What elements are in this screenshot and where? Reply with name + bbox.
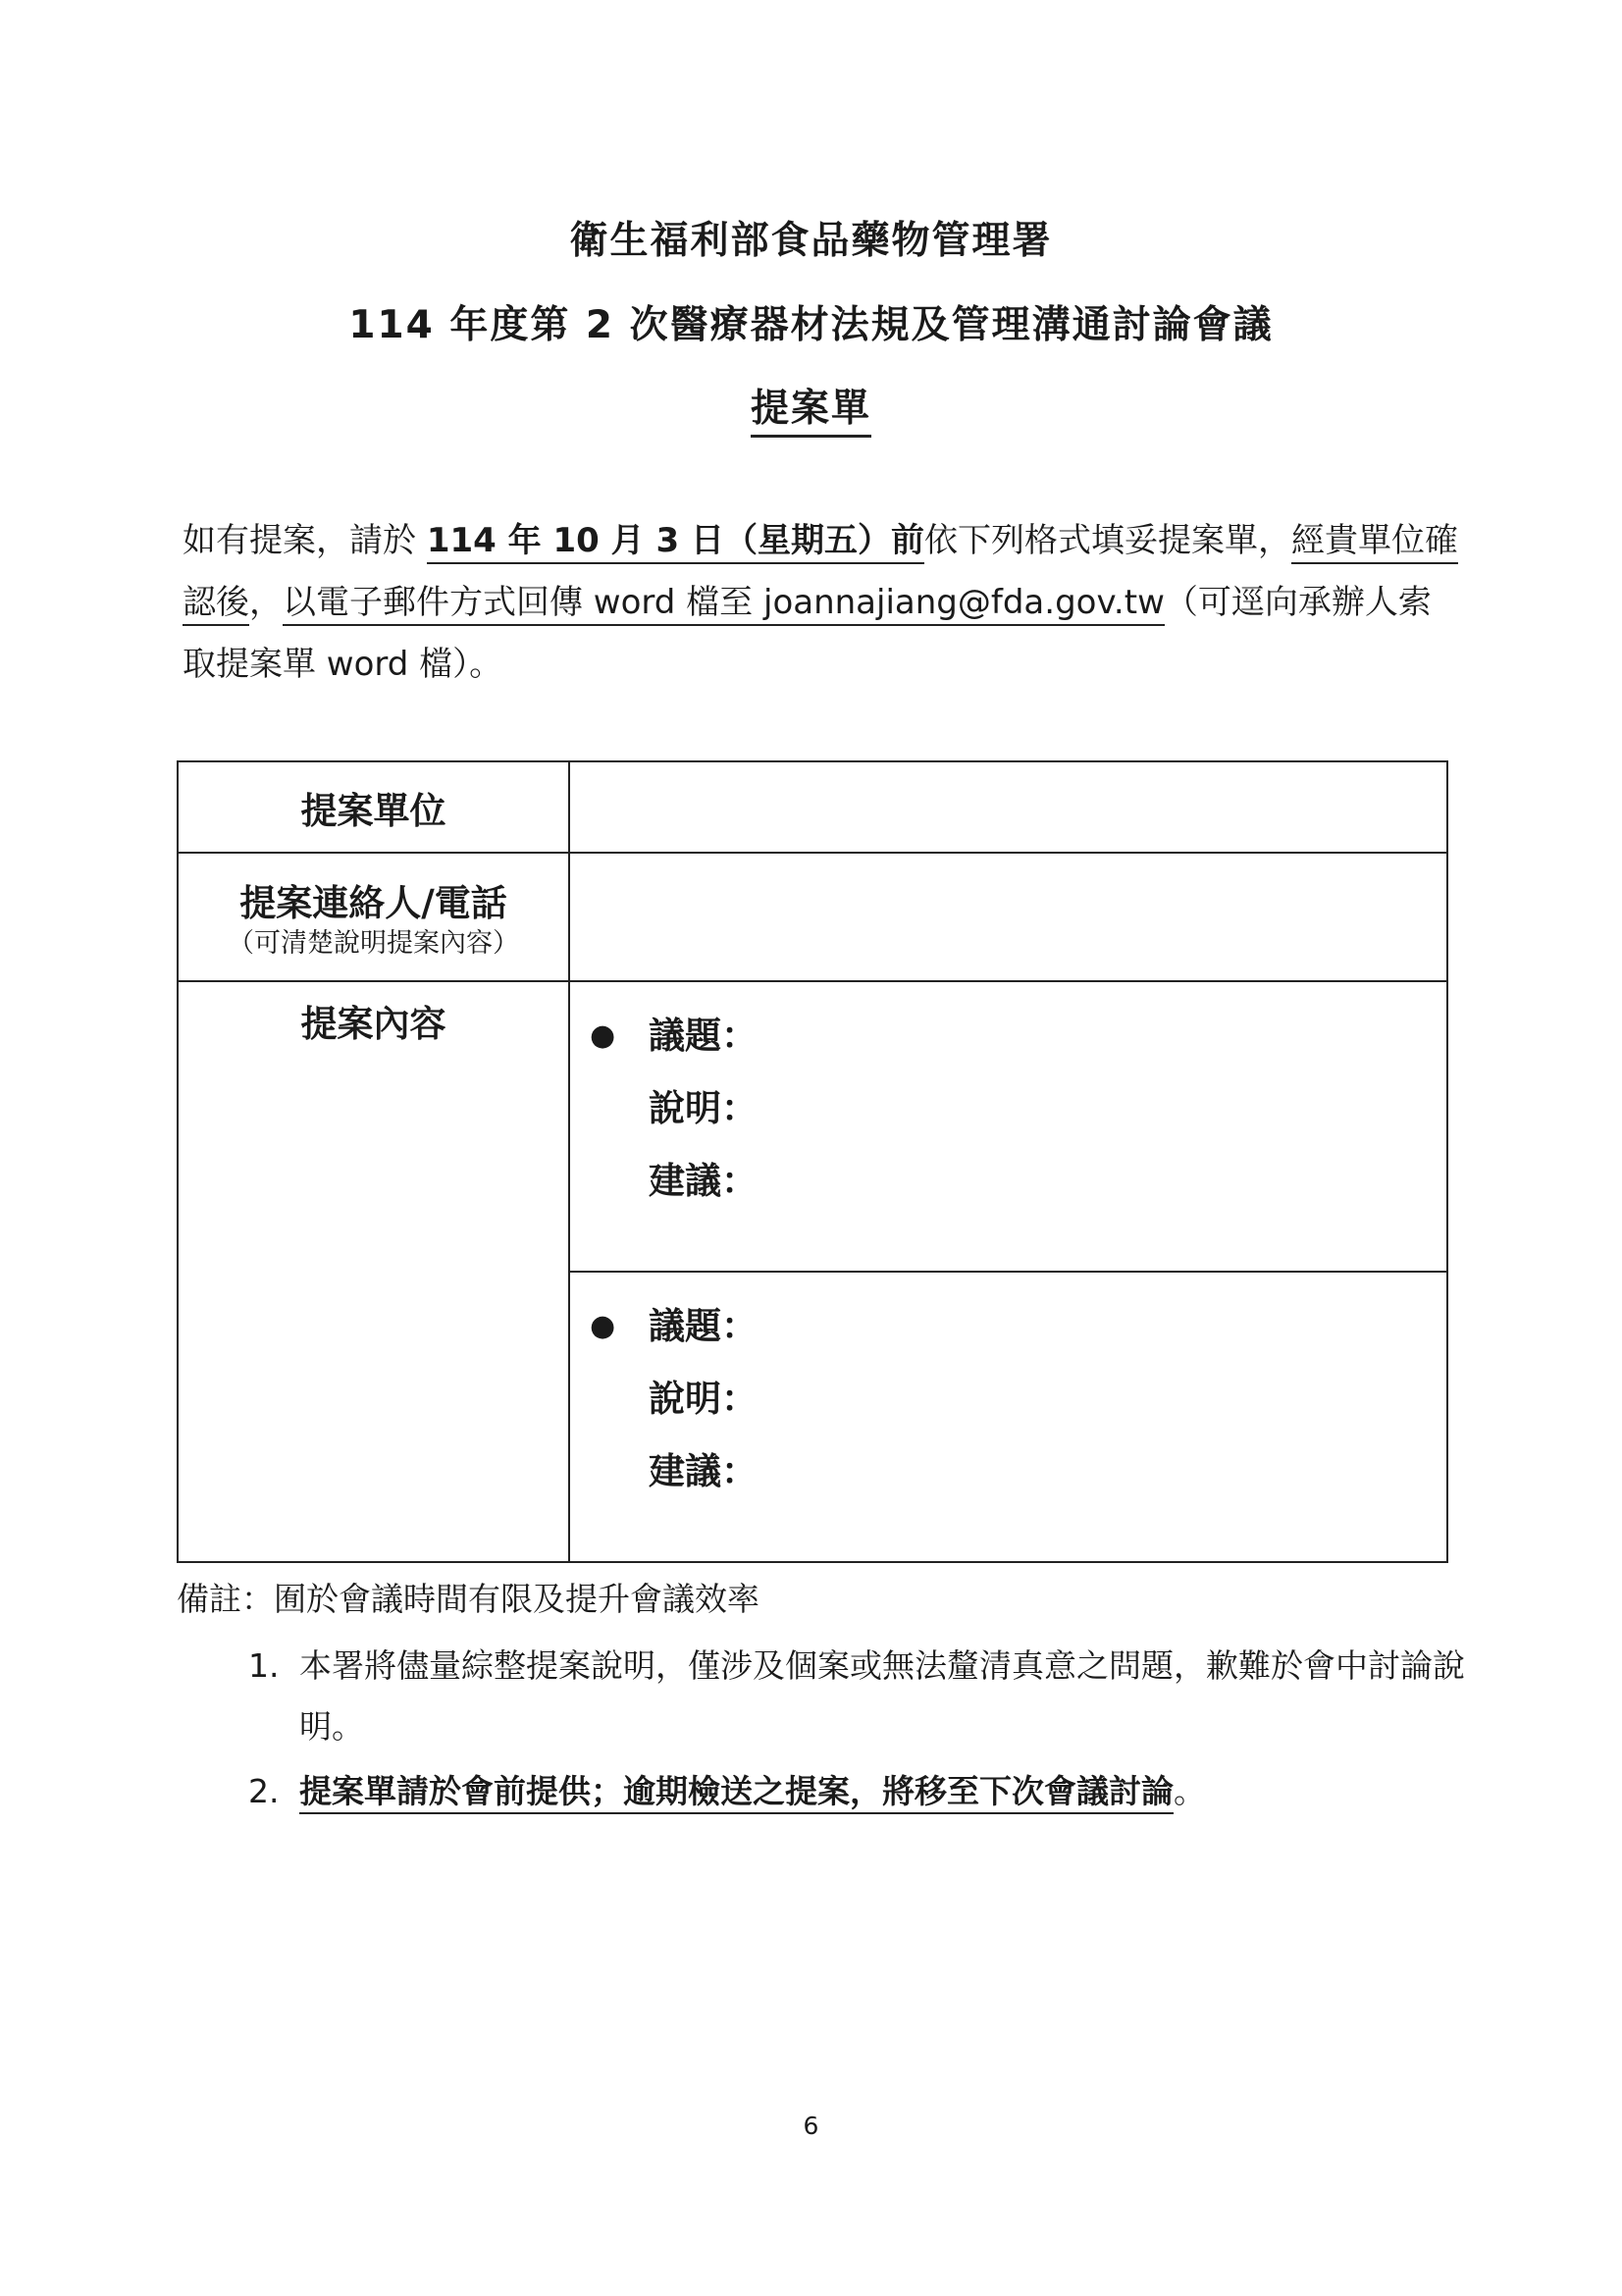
page-number: 6 — [803, 2112, 819, 2140]
intro-text-1: 如有提案，請於 — [183, 521, 427, 560]
note-text: 本署將儘量綜整提案說明，僅涉及個案或無法釐清真意之問題，歉難於會中討論說明。 — [299, 1646, 1465, 1746]
content-item-1[interactable] — [569, 981, 1447, 1272]
intro-text-3: ， — [249, 583, 283, 622]
form-title — [0, 378, 1622, 433]
note-text-end: 。 — [1174, 1772, 1206, 1810]
note-text-container — [299, 1761, 1465, 1822]
content-label: 提案內容 — [178, 981, 569, 1562]
unit-label: 提案單位 — [178, 761, 569, 853]
agency-title: 衛生福利部食品藥物管理署 — [569, 219, 1053, 263]
proposal-form-table — [177, 760, 1448, 1563]
intro-text-4: （可逕向承辦人索取提案單 word 檔）。 — [183, 583, 1432, 684]
note-item-1 — [248, 1636, 1465, 1757]
unit-row — [178, 761, 1447, 853]
content-item-2[interactable] — [569, 1272, 1447, 1562]
email-text: 以電子郵件方式回傳 word 檔至 joannajiang@fda.gov.tw — [283, 583, 1165, 626]
note-heading: 備註：囿於會議時間有限及提升會議效率 — [177, 1580, 759, 1618]
contact-label-cell — [178, 853, 569, 981]
suggest-label: 建議： — [649, 1450, 758, 1492]
topic-label: 議題： — [649, 1305, 758, 1347]
contact-row — [178, 853, 1447, 981]
bullet-icon: ● — [590, 1018, 616, 1053]
desc-label: 說明： — [649, 1378, 758, 1420]
content-row-1 — [178, 981, 1447, 1272]
meeting-title: 114 年度第 2 次醫療器材法規及管理溝通討論會議 — [348, 303, 1274, 347]
unit-field[interactable] — [569, 761, 1447, 853]
topic-label: 議題： — [649, 1015, 758, 1057]
note-number: 2. — [248, 1772, 280, 1810]
desc-label: 說明： — [649, 1087, 758, 1129]
deadline-text: 114 年 10 月 3 日（星期五）前 — [427, 521, 924, 564]
intro-paragraph — [183, 510, 1458, 696]
confirm-text: 經貴單位確認後 — [183, 521, 1458, 626]
proposal-item — [570, 982, 1446, 1218]
proposal-item — [570, 1273, 1446, 1508]
bullet-icon: ● — [590, 1309, 616, 1343]
contact-sublabel: （可清楚說明提案內容） — [228, 927, 519, 959]
note-number: 1. — [248, 1646, 280, 1685]
contact-field[interactable] — [569, 853, 1447, 981]
suggest-label: 建議： — [649, 1160, 758, 1202]
note-text: 提案單請於會前提供；逾期檢送之提案，將移至下次會議討論 — [299, 1772, 1174, 1814]
intro-text-2: 依下列格式填妥提案單， — [923, 521, 1291, 560]
form-title-text: 提案單 — [751, 387, 871, 438]
note-item-2 — [248, 1761, 1465, 1822]
contact-label: 提案連絡人/電話 — [239, 881, 507, 924]
